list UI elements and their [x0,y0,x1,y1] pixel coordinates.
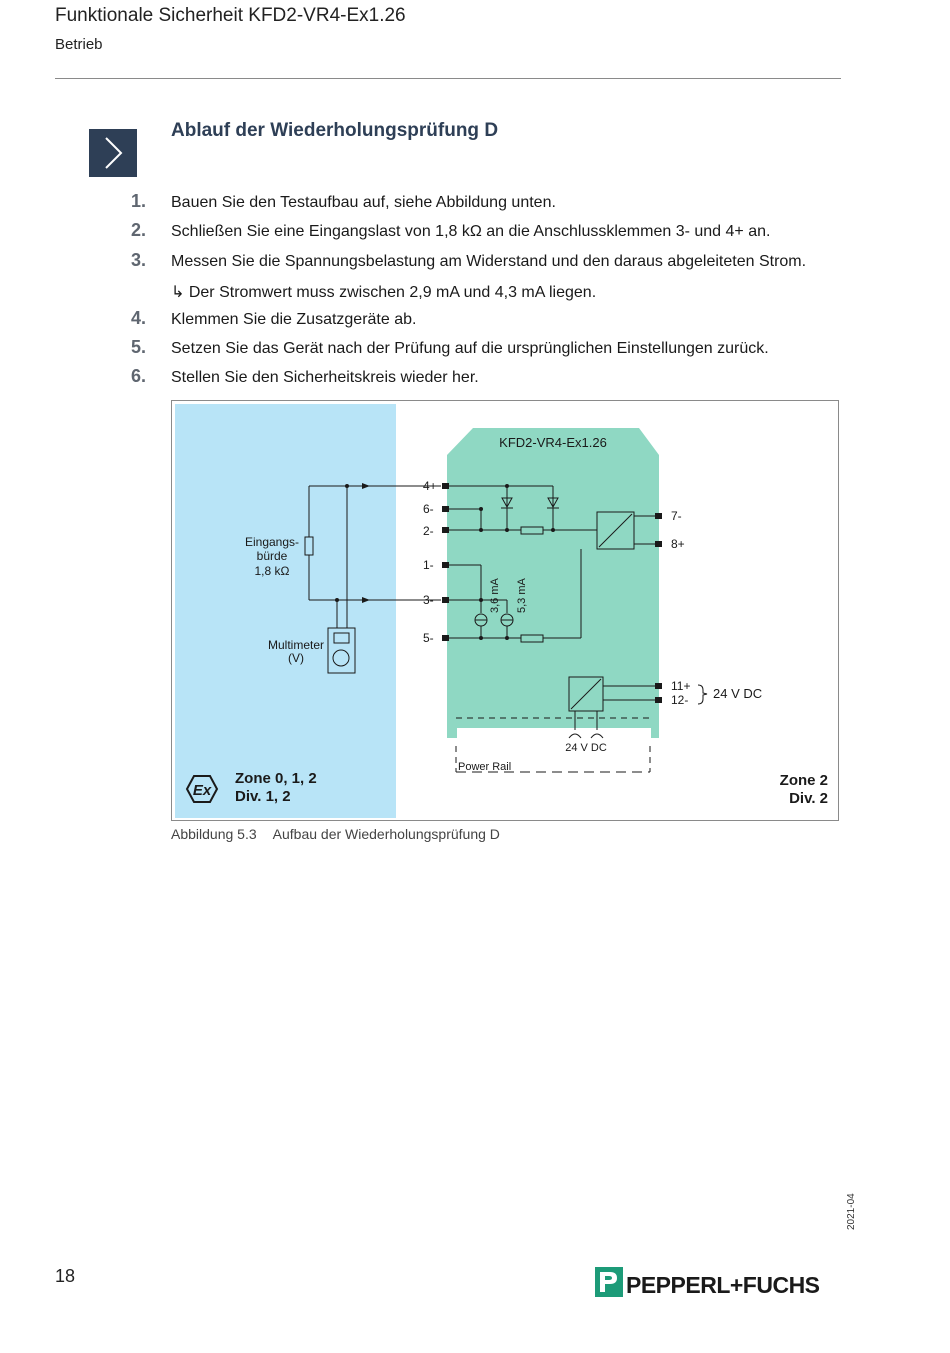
safe-division-label: Div. 2 [789,790,828,807]
terminal-label: 7- [671,509,682,523]
figure-number: Abbildung 5.3 [171,826,257,842]
section-name: Betrieb [55,36,103,53]
header-divider [55,78,841,79]
pepperl-fuchs-logo-icon [595,1267,623,1302]
device-body [447,428,659,738]
meter-label: Multimeter [267,638,325,652]
step-number: 2. [130,220,146,240]
step-number: 4. [130,308,146,328]
supply-voltage-label: 24 V DC [713,686,763,701]
hazard-zone-label: Zone 0, 1, 2 [235,770,317,787]
terminal-label: 3- [423,593,434,607]
document-title: Funktionale Sicherheit KFD2-VR4-Ex1.26 [55,5,406,26]
procedure-title: Ablauf der Wiederholungsprüfung D [171,120,499,141]
figure-caption [171,826,500,842]
power-rail-supply-label: 24 V DC [565,742,607,754]
device-label: KFD2-VR4-Ex1.26 [499,435,607,450]
terminal-label: 11+ [671,679,691,693]
step-result: ↳ Der Stromwert muss zwischen 2,9 mA und 4,3 mA liegen. [171,284,597,301]
step-text: Klemmen Sie die Zusatzgeräte ab. [171,311,417,328]
chevron-right-icon [89,129,137,177]
load-label: Eingangs- [244,535,300,549]
step-text: Schließen Sie eine Eingangslast von 1,8 kΩ an die Anschlussklemmen 3- und 4+ an. [171,223,771,240]
step-number: 6. [130,366,146,386]
power-rail-label: Power Rail [458,761,512,773]
step-number: 1. [130,191,146,211]
step-number: 3. [130,250,146,270]
step-text: Bauen Sie den Testaufbau auf, siehe Abbildung unten. [171,194,556,211]
terminal-label: 4+ [423,479,437,493]
hazard-division-label: Div. 1, 2 [235,788,291,805]
step-text: Setzen Sie das Gerät nach der Prüfung auf die ursprünglichen Einstellungen zurück. [171,340,769,357]
terminal-label: 5- [423,631,434,645]
current-label: 3,6 mA [489,578,501,613]
terminal-label: 1- [423,558,434,572]
revision-date: 2021-04 [846,1193,857,1230]
safe-zone-label: Zone 2 [779,772,828,789]
step-text: Stellen Sie den Sicherheitskreis wieder her. [171,369,479,386]
step-text: Messen Sie die Spannungsbelastung am Widerstand und den daraus abgeleiteten Strom. [171,253,807,270]
figure-caption-text: Aufbau der Wiederholungsprüfung D [272,826,500,842]
test-setup-diagram [171,400,839,821]
current-label: 5,3 mA [516,578,528,613]
load-label: bürde [256,549,288,563]
meter-label: (V) [288,651,304,665]
terminal-label: 6- [423,502,434,516]
step-number: 5. [130,337,146,357]
hazardous-area [175,404,396,818]
terminal-label: 12- [671,693,689,707]
brand-name: PEPPERL+FUCHS [626,1272,820,1298]
terminal-label: 2- [423,524,434,538]
svg-text:Ex: Ex [192,782,212,799]
load-value: 1,8 kΩ [254,564,290,578]
terminal-label: 8+ [671,537,685,551]
page-number: 18 [55,1266,76,1286]
